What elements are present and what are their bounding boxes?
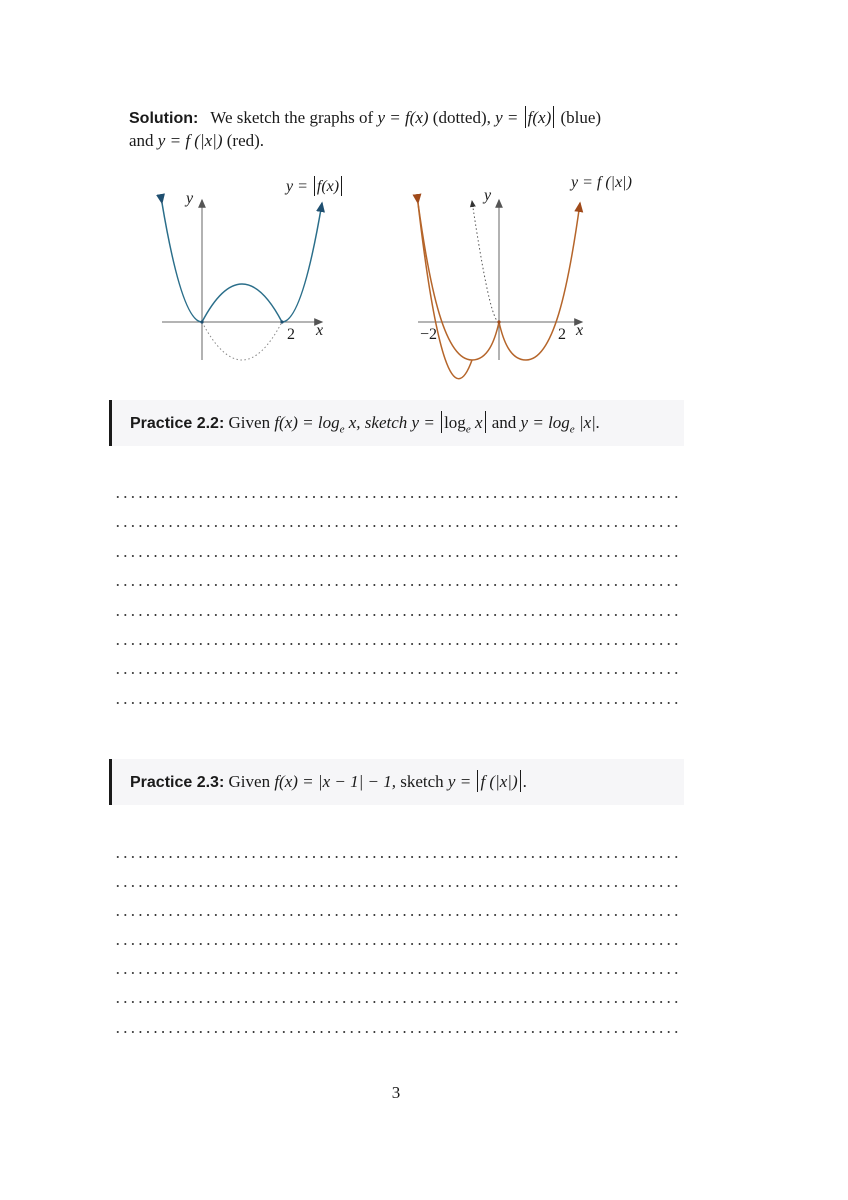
abs-curve-hump xyxy=(202,284,282,322)
equation: y = xyxy=(411,413,440,432)
graph2-title: y = f (|x|) xyxy=(571,174,632,191)
graph2-y-label: y xyxy=(484,187,492,204)
answer-line[interactable] xyxy=(114,914,682,916)
graph1-y-label: y xyxy=(186,190,194,207)
practice-text: sketch xyxy=(400,772,444,791)
subscript: e xyxy=(569,423,575,436)
red-note: (red). xyxy=(226,131,265,150)
equation: f(x) = |x − 1| − 1, xyxy=(274,772,396,791)
practice-label: Practice 2.3: xyxy=(130,774,225,791)
answer-line[interactable] xyxy=(114,525,682,527)
answer-line[interactable] xyxy=(114,1031,682,1033)
answer-line[interactable] xyxy=(114,702,682,704)
graph1-tick-2: 2 xyxy=(287,326,295,343)
answer-line[interactable] xyxy=(114,943,682,945)
solution-text-and: and xyxy=(129,131,154,150)
equation: |x|. xyxy=(574,413,601,432)
dotted-note: (dotted), xyxy=(432,108,491,127)
dotted-curve-2 xyxy=(472,201,499,322)
page-number: 3 xyxy=(391,1083,401,1102)
answer-line[interactable] xyxy=(114,643,682,645)
abs-curve-right xyxy=(282,203,322,322)
equation: x, sketch xyxy=(348,413,408,432)
graph1-x-label: x xyxy=(316,322,324,339)
graph1-title: y = f(x) xyxy=(286,176,344,196)
dotted-curve xyxy=(202,322,282,360)
red-curve-right xyxy=(499,203,580,360)
equation-f-abs-x: y = f (|x|) xyxy=(157,131,223,150)
practice-text: and xyxy=(491,413,517,432)
practice-2-3-box xyxy=(109,759,684,805)
blue-note: (blue) xyxy=(560,108,602,127)
answer-line[interactable] xyxy=(114,972,682,974)
answer-line[interactable] xyxy=(114,584,682,586)
answer-line[interactable] xyxy=(114,1001,682,1003)
solution-text: We sketch the graphs of xyxy=(210,108,374,127)
practice-label: Practice 2.2: xyxy=(130,415,225,432)
equation-f: y = f(x) xyxy=(377,108,429,127)
practice-text: Given xyxy=(228,413,271,432)
solution-label: Solution: xyxy=(129,110,199,127)
abs-bar xyxy=(485,411,486,433)
equation-abs-inner: f(x) xyxy=(527,108,552,127)
equation: log xyxy=(444,413,466,432)
equation-abs-prefix: y = xyxy=(495,108,523,127)
abs-bar xyxy=(520,770,521,792)
answer-line[interactable] xyxy=(114,856,682,858)
answer-line[interactable] xyxy=(114,614,682,616)
graph2-tick-2: 2 xyxy=(558,326,566,343)
red-curve-1 xyxy=(418,203,472,379)
answer-line[interactable] xyxy=(114,555,682,557)
subscript: e xyxy=(465,423,471,436)
answer-line[interactable] xyxy=(114,672,682,674)
equation: x xyxy=(470,413,483,432)
equation: y = log xyxy=(520,413,570,432)
equation: f(x) = log xyxy=(274,413,340,432)
abs-bar xyxy=(441,411,442,433)
period: . xyxy=(522,772,527,791)
practice-text: Given xyxy=(228,772,271,791)
graph2-x-label: x xyxy=(576,322,584,339)
abs-bar xyxy=(477,770,478,792)
graph2-tick-neg2: −2 xyxy=(420,326,438,343)
answer-line[interactable] xyxy=(114,885,682,887)
answer-line[interactable] xyxy=(114,496,682,498)
abs-curve-left xyxy=(162,203,202,322)
subscript: e xyxy=(339,423,345,436)
equation: f (|x|) xyxy=(480,772,518,791)
equation: y = xyxy=(447,772,476,791)
practice-2-2-box xyxy=(109,400,684,446)
